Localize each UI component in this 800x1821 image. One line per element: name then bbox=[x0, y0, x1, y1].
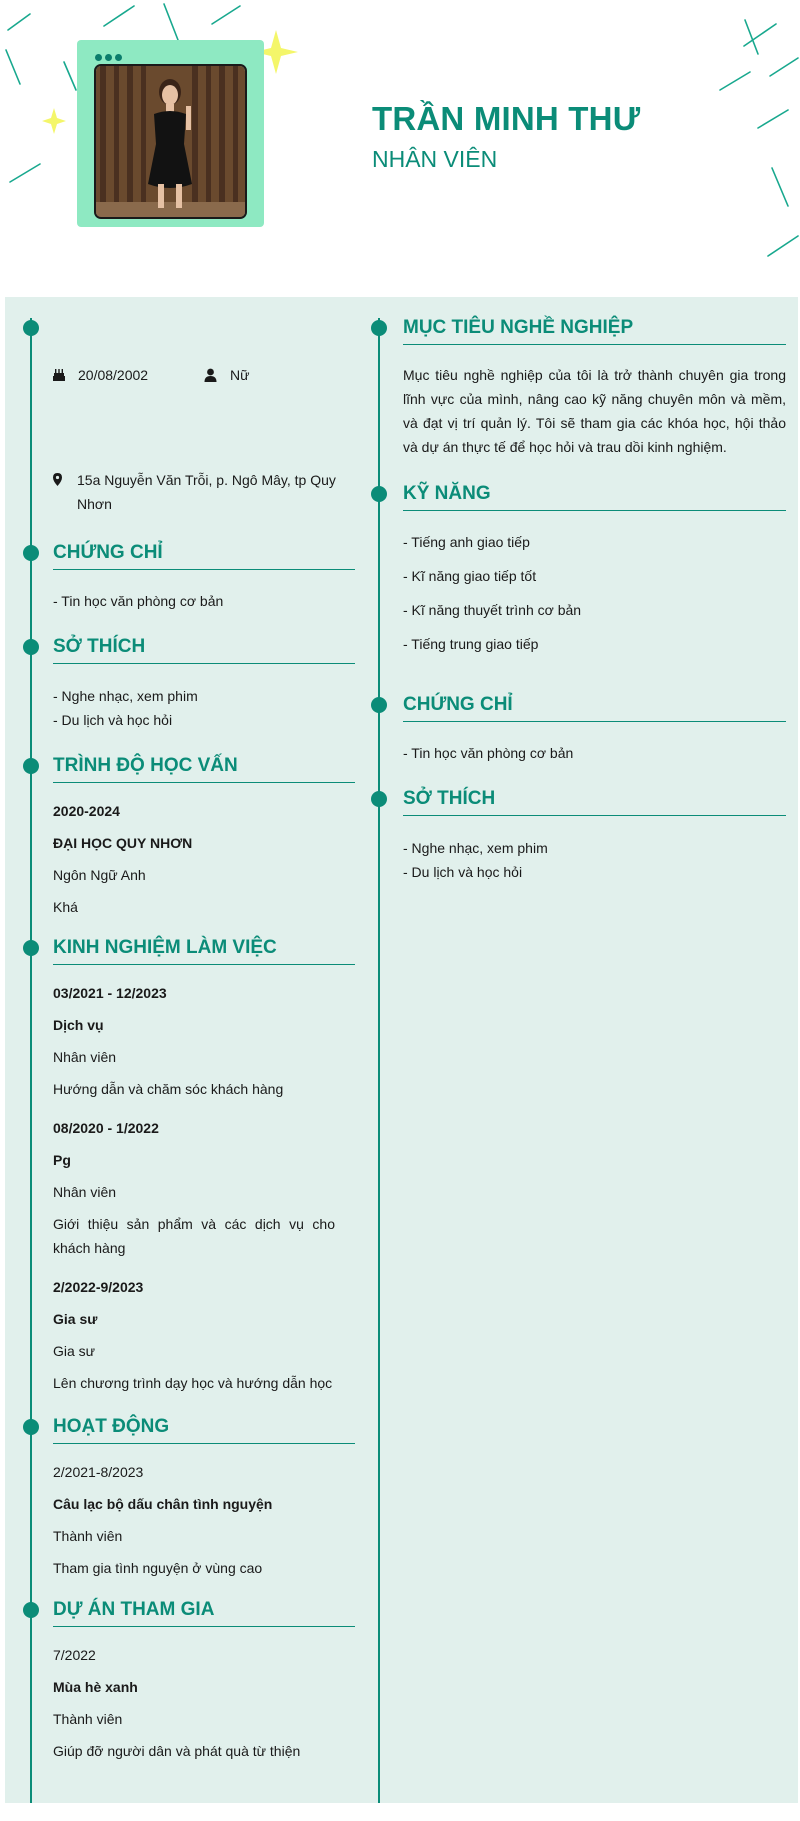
section-title-projects: DỰ ÁN THAM GIA bbox=[53, 1599, 215, 1620]
section-title-experience: KINH NGHIỆM LÀM VIỆC bbox=[53, 937, 277, 958]
timeline-dot bbox=[23, 320, 39, 336]
job-role: Gia sư bbox=[53, 1343, 96, 1359]
section-divider bbox=[53, 1626, 355, 1627]
activity-organization: Câu lạc bộ dấu chân tình nguyện bbox=[53, 1496, 273, 1512]
section-title-certificates: CHỨNG CHỈ bbox=[403, 694, 513, 715]
job-title: NHÂN VIÊN bbox=[372, 146, 498, 172]
section-title-activities: HOẠT ĐỘNG bbox=[53, 1416, 170, 1437]
left-timeline bbox=[30, 318, 32, 1803]
timeline-dot bbox=[23, 545, 39, 561]
timeline-dot bbox=[371, 486, 387, 502]
timeline-dot bbox=[23, 758, 39, 774]
timeline-dot bbox=[23, 1419, 39, 1435]
list-item: - Du lịch và học hỏi bbox=[403, 864, 523, 880]
avatar-photo bbox=[96, 66, 245, 217]
education-grade: Khá bbox=[53, 899, 78, 915]
list-item: - Tin học văn phòng cơ bản bbox=[53, 593, 224, 609]
section-divider bbox=[403, 344, 786, 345]
job-description: Lên chương trình dạy học và hướng dẫn học bbox=[53, 1375, 333, 1391]
job-company: Gia sư bbox=[53, 1311, 98, 1327]
section-title-hobbies: SỞ THÍCH bbox=[53, 636, 146, 657]
section-divider bbox=[403, 721, 786, 722]
timeline-dot bbox=[23, 940, 39, 956]
map-marker-icon bbox=[53, 473, 62, 486]
section-divider bbox=[53, 569, 355, 570]
list-item: - Nghe nhạc, xem phim bbox=[403, 840, 548, 856]
user-icon bbox=[204, 368, 217, 382]
right-timeline bbox=[378, 318, 380, 1803]
timeline-dot bbox=[23, 1602, 39, 1618]
list-item: - Tin học văn phòng cơ bản bbox=[403, 745, 574, 761]
section-divider bbox=[53, 663, 355, 664]
section-divider bbox=[53, 964, 355, 965]
sparkle-icon bbox=[42, 108, 66, 134]
section-divider bbox=[403, 510, 786, 511]
activity-description: Tham gia tình nguyện ở vùng cao bbox=[53, 1560, 263, 1576]
job-period: 03/2021 - 12/2023 bbox=[53, 985, 167, 1001]
activity-period: 2/2021-8/2023 bbox=[53, 1464, 144, 1480]
job-role: Nhân viên bbox=[53, 1184, 117, 1200]
project-role: Thành viên bbox=[53, 1711, 123, 1727]
section-divider bbox=[53, 1443, 355, 1444]
gender-value: Nữ bbox=[230, 367, 250, 383]
project-description: Giúp đỡ người dân và phát quà từ thiện bbox=[53, 1743, 301, 1759]
job-company: Dịch vụ bbox=[53, 1017, 104, 1033]
job-period: 2/2022-9/2023 bbox=[53, 1279, 144, 1295]
candidate-name: TRẦN MINH THƯ bbox=[372, 100, 641, 137]
section-title-objective: MỤC TIÊU NGHỀ NGHIỆP bbox=[403, 317, 634, 338]
cv-header bbox=[0, 0, 800, 297]
job-company: Pg bbox=[53, 1152, 71, 1168]
timeline-dot bbox=[23, 639, 39, 655]
education-school: ĐẠI HỌC QUY NHƠN bbox=[53, 835, 193, 851]
education-period: 2020-2024 bbox=[53, 803, 120, 819]
activity-role: Thành viên bbox=[53, 1528, 123, 1544]
section-title-skills: KỸ NĂNG bbox=[403, 483, 491, 504]
section-title-certificates: CHỨNG CHỈ bbox=[53, 542, 163, 563]
education-major: Ngôn Ngữ Anh bbox=[53, 867, 146, 883]
list-item: - Nghe nhạc, xem phim bbox=[53, 688, 198, 704]
job-description: Hướng dẫn và chăm sóc khách hàng bbox=[53, 1081, 284, 1097]
cake-icon bbox=[52, 368, 66, 382]
list-item: - Du lịch và học hỏi bbox=[53, 712, 173, 728]
avatar bbox=[94, 64, 247, 219]
job-description: Giới thiệu sản phẩm và các dịch vụ cho khách hàng bbox=[53, 1216, 335, 1256]
list-item: - Kĩ năng thuyết trình cơ bản bbox=[403, 602, 582, 618]
section-title-hobbies: SỞ THÍCH bbox=[403, 788, 496, 809]
list-item: - Kĩ năng giao tiếp tốt bbox=[403, 568, 537, 584]
section-divider bbox=[53, 782, 355, 783]
timeline-dot bbox=[371, 791, 387, 807]
timeline-dot bbox=[371, 697, 387, 713]
project-name: Mùa hè xanh bbox=[53, 1679, 138, 1695]
section-divider bbox=[403, 815, 786, 816]
job-role: Nhân viên bbox=[53, 1049, 117, 1065]
list-item: - Tiếng anh giao tiếp bbox=[403, 534, 530, 550]
timeline-dot bbox=[371, 320, 387, 336]
birthday-value: 20/08/2002 bbox=[78, 367, 149, 383]
objective-text: Mục tiêu nghề nghiệp của tôi là trở thành chuyên gia trong lĩnh vực của mình, nâng cao kỹ năng chuyên môn và mềm, và đạt vị trí quản lý. Tôi sẽ tham gia các khóa học, hội thảo và dự án thực tế để học hỏi và trau dồi kinh nghiệm. bbox=[403, 367, 786, 455]
address-value: 15a Nguyễn Văn Trỗi, p. Ngô Mây, tp Quy Nhơn bbox=[77, 472, 336, 512]
photo-frame bbox=[77, 40, 264, 227]
job-period: 08/2020 - 1/2022 bbox=[53, 1120, 159, 1136]
list-item: - Tiếng trung giao tiếp bbox=[403, 636, 539, 652]
project-period: 7/2022 bbox=[53, 1647, 96, 1663]
section-title-education: TRÌNH ĐỘ HỌC VẤN bbox=[53, 755, 238, 776]
